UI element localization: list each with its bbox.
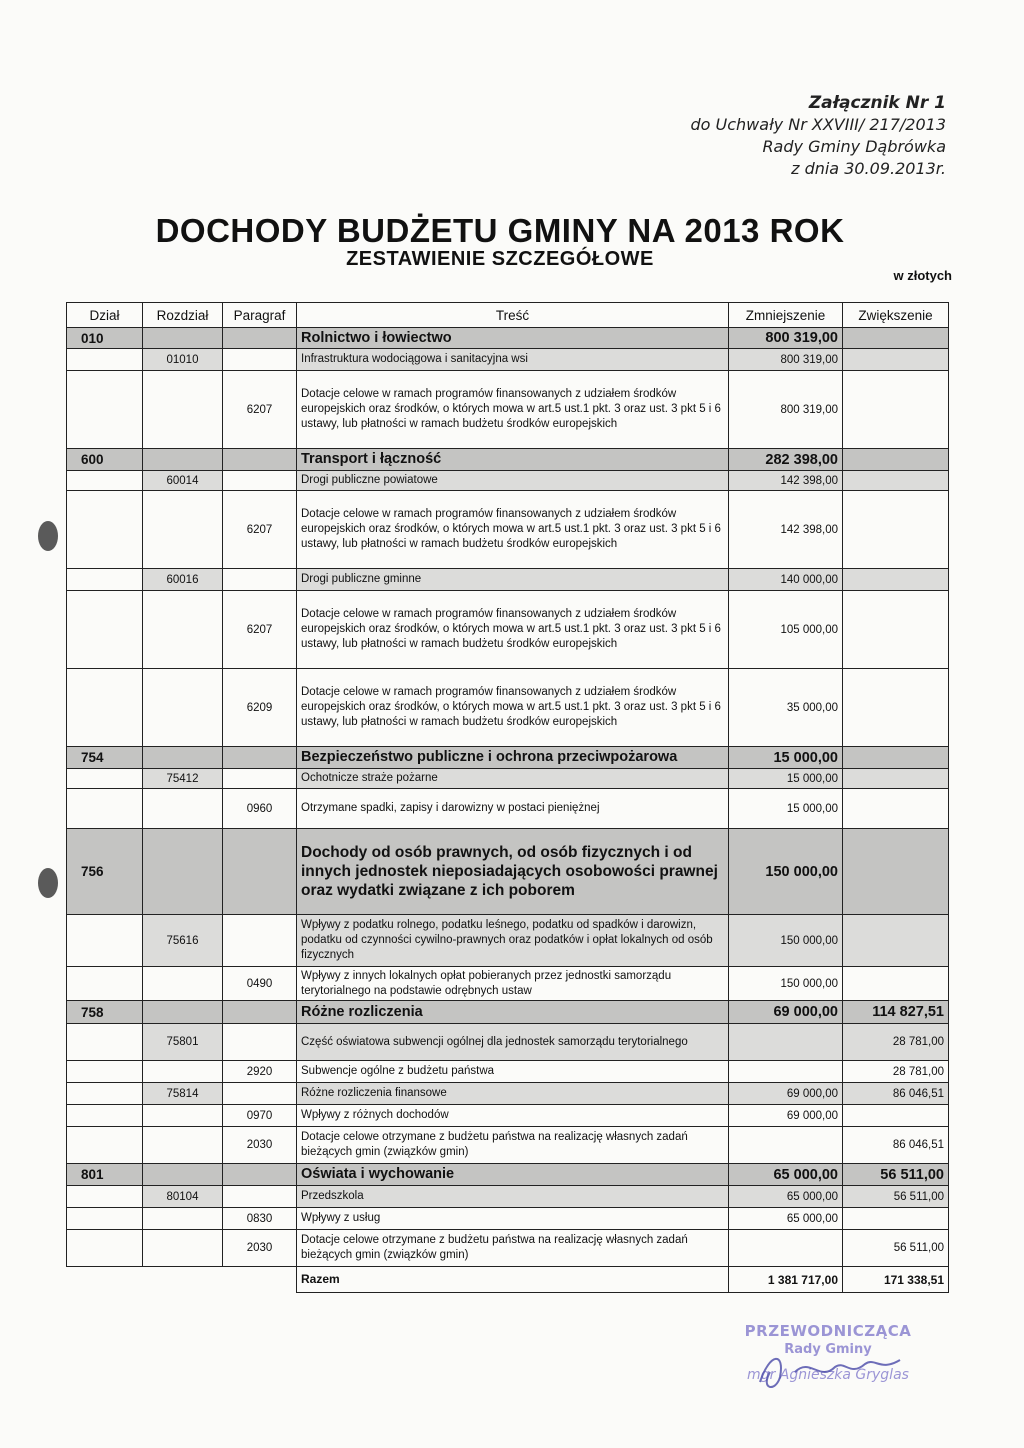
dzial-decrease: 69 000,00 — [729, 1001, 843, 1024]
dzial-code: 600 — [67, 449, 143, 471]
paragraf-increase — [843, 491, 949, 569]
dzial-increase — [843, 747, 949, 769]
dzial-decrease: 282 398,00 — [729, 449, 843, 471]
dzial-code: 010 — [67, 328, 143, 349]
table-header-row — [67, 303, 949, 328]
table-row — [67, 491, 949, 569]
rozdzial-increase — [843, 569, 949, 591]
paragraf-increase: 28 781,00 — [843, 1061, 949, 1083]
page-subtitle: ZESTAWIENIE SZCZEGÓŁOWE — [346, 248, 654, 270]
punch-hole — [38, 868, 58, 898]
rozdzial-desc: Drogi publiczne powiatowe — [297, 471, 729, 491]
paragraf-desc: Otrzymane spadki, zapisy i darowizny w postaci pieniężnej — [297, 789, 729, 829]
table-row — [67, 1208, 949, 1230]
table-row — [67, 449, 949, 471]
annex-title: Załącznik Nr 1 — [808, 93, 946, 113]
header-rozdzial: Rozdział — [143, 303, 223, 328]
paragraf-code: 6209 — [223, 669, 297, 747]
rozdzial-desc: Wpływy z podatku rolnego, podatku leśnego, podatku od spadków i darowizn, podatku od czynności cywilno-prawnych oraz podatków i opłat lokalnych od osób fizycznych — [297, 915, 729, 967]
paragraf-code: 2030 — [223, 1230, 297, 1267]
table-row — [67, 967, 949, 1001]
paragraf-increase — [843, 669, 949, 747]
paragraf-decrease: 800 319,00 — [729, 371, 843, 449]
dzial-increase — [843, 449, 949, 471]
paragraf-code: 6207 — [223, 371, 297, 449]
paragraf-desc: Wpływy z różnych dochodów — [297, 1105, 729, 1127]
page-title: DOCHODY BUDŻETU GMINY NA 2013 ROK — [155, 212, 845, 249]
total-decrease: 1 381 717,00 — [729, 1267, 843, 1293]
dzial-desc: Oświata i wychowanie — [297, 1164, 729, 1186]
annex-line-council: Rady Gminy Dąbrówka — [762, 137, 946, 156]
paragraf-increase — [843, 371, 949, 449]
dzial-code: 754 — [67, 747, 143, 769]
table-row — [67, 1105, 949, 1127]
total-increase: 171 338,51 — [843, 1267, 949, 1293]
paragraf-decrease: 15 000,00 — [729, 789, 843, 829]
dzial-decrease: 150 000,00 — [729, 829, 843, 915]
rozdzial-increase — [843, 769, 949, 789]
rozdzial-code: 60016 — [143, 569, 223, 591]
rozdzial-increase — [843, 915, 949, 967]
table-row — [67, 1083, 949, 1105]
table-row — [67, 769, 949, 789]
rozdzial-increase — [843, 471, 949, 491]
dzial-desc: Bezpieczeństwo publiczne i ochrona przeciwpożarowa — [297, 747, 729, 769]
table-row — [67, 349, 949, 371]
header-zmniejszenie: Zmniejszenie — [729, 303, 843, 328]
rozdzial-desc: Infrastruktura wodociągowa i sanitacyjna wsi — [297, 349, 729, 371]
table-row — [67, 669, 949, 747]
total-label: Razem — [297, 1267, 729, 1293]
table-row — [67, 471, 949, 491]
table-row — [67, 1061, 949, 1083]
paragraf-decrease: 142 398,00 — [729, 491, 843, 569]
paragraf-desc: Dotacje celowe w ramach programów finansowanych z udziałem środków europejskich oraz środków, o których mowa w art.5 ust.1 pkt. 3 oraz ust. 3 pkt 5 i 6 ustawy, lub płatności w ramach budżetu środków europejskich — [297, 491, 729, 569]
header-zwiekszenie: Zwiększenie — [843, 303, 949, 328]
paragraf-increase — [843, 967, 949, 1001]
budget-table — [66, 302, 949, 1293]
stamp-council: Rady Gminy — [784, 1342, 872, 1357]
table-row — [67, 591, 949, 669]
annex-header — [586, 92, 946, 180]
table-row — [67, 1186, 949, 1208]
dzial-code: 756 — [67, 829, 143, 915]
paragraf-desc: Dotacje celowe w ramach programów finansowanych z udziałem środków europejskich oraz środków, o których mowa w art.5 ust.1 pkt. 3 oraz ust. 3 pkt 5 i 6 ustawy, lub płatności w ramach budżetu środków europejskich — [297, 371, 729, 449]
dzial-desc: Transport i łączność — [297, 449, 729, 471]
table-row — [67, 371, 949, 449]
paragraf-code: 6207 — [223, 591, 297, 669]
dzial-desc: Dochody od osób prawnych, od osób fizycznych i od innych jednostek nieposiadających osobowości prawnej oraz wydatki związane z ich poborem — [297, 829, 729, 915]
rozdzial-desc: Część oświatowa subwencji ogólnej dla jednostek samorządu terytorialnego — [297, 1024, 729, 1061]
rozdzial-code: 75412 — [143, 769, 223, 789]
paragraf-code: 2920 — [223, 1061, 297, 1083]
paragraf-desc: Subwencje ogólne z budżetu państwa — [297, 1061, 729, 1083]
paragraf-increase — [843, 591, 949, 669]
dzial-increase — [843, 829, 949, 915]
rozdzial-code: 75616 — [143, 915, 223, 967]
paragraf-increase: 56 511,00 — [843, 1230, 949, 1267]
dzial-decrease: 15 000,00 — [729, 747, 843, 769]
rozdzial-decrease: 142 398,00 — [729, 471, 843, 491]
rozdzial-code: 75801 — [143, 1024, 223, 1061]
header-paragraf: Paragraf — [223, 303, 297, 328]
paragraf-decrease — [729, 1230, 843, 1267]
rozdzial-decrease: 65 000,00 — [729, 1186, 843, 1208]
rozdzial-code: 60014 — [143, 471, 223, 491]
rozdzial-code: 80104 — [143, 1186, 223, 1208]
header-tresc: Treść — [297, 303, 729, 328]
annex-line-resolution: do Uchwały Nr XXVIII/ 217/2013 — [690, 115, 946, 134]
rozdzial-decrease: 69 000,00 — [729, 1083, 843, 1105]
stamp-name: mgr Agnieszka Gryglas — [747, 1367, 909, 1383]
dzial-desc: Różne rozliczenia — [297, 1001, 729, 1024]
paragraf-decrease — [729, 1061, 843, 1083]
paragraf-code: 6207 — [223, 491, 297, 569]
paragraf-decrease: 69 000,00 — [729, 1105, 843, 1127]
rozdzial-increase: 28 781,00 — [843, 1024, 949, 1061]
paragraf-code: 0960 — [223, 789, 297, 829]
table-row — [67, 1127, 949, 1164]
paragraf-desc: Dotacje celowe w ramach programów finansowanych z udziałem środków europejskich oraz środków, o których mowa w art.5 ust.1 pkt. 3 oraz ust. 3 pkt 5 i 6 ustawy, lub płatności w ramach budżetu środków europejskich — [297, 669, 729, 747]
table-row — [67, 1024, 949, 1061]
rozdzial-code: 75814 — [143, 1083, 223, 1105]
paragraf-decrease: 150 000,00 — [729, 967, 843, 1001]
table-row — [67, 747, 949, 769]
dzial-decrease: 65 000,00 — [729, 1164, 843, 1186]
stamp-title: PRZEWODNICZĄCA — [744, 1322, 912, 1340]
annex-line-date: z dnia 30.09.2013r. — [791, 159, 946, 178]
rozdzial-decrease: 140 000,00 — [729, 569, 843, 591]
paragraf-increase — [843, 789, 949, 829]
rozdzial-increase: 56 511,00 — [843, 1186, 949, 1208]
paragraf-code: 2030 — [223, 1127, 297, 1164]
dzial-decrease: 800 319,00 — [729, 328, 843, 349]
table-row — [67, 829, 949, 915]
currency-unit: w złotych — [893, 268, 952, 283]
paragraf-desc: Dotacje celowe w ramach programów finansowanych z udziałem środków europejskich oraz środków, o których mowa w art.5 ust.1 pkt. 3 oraz ust. 3 pkt 5 i 6 ustawy, lub płatności w ramach budżetu środków europejskich — [297, 591, 729, 669]
rozdzial-decrease — [729, 1024, 843, 1061]
dzial-desc: Rolnictwo i łowiectwo — [297, 328, 729, 349]
dzial-code: 758 — [67, 1001, 143, 1024]
rozdzial-decrease: 800 319,00 — [729, 349, 843, 371]
paragraf-decrease — [729, 1127, 843, 1164]
rozdzial-desc: Drogi publiczne gminne — [297, 569, 729, 591]
total-row — [67, 1267, 949, 1293]
rozdzial-code: 01010 — [143, 349, 223, 371]
rozdzial-desc: Różne rozliczenia finansowe — [297, 1083, 729, 1105]
rozdzial-desc: Ochotnicze straże pożarne — [297, 769, 729, 789]
paragraf-code: 0830 — [223, 1208, 297, 1230]
signature — [740, 1342, 920, 1402]
rozdzial-increase — [843, 349, 949, 371]
rozdzial-decrease: 150 000,00 — [729, 915, 843, 967]
table-row — [67, 789, 949, 829]
dzial-increase: 114 827,51 — [843, 1001, 949, 1024]
paragraf-desc: Wpływy z usług — [297, 1208, 729, 1230]
dzial-code: 801 — [67, 1164, 143, 1186]
paragraf-decrease: 65 000,00 — [729, 1208, 843, 1230]
paragraf-increase: 86 046,51 — [843, 1127, 949, 1164]
header-dzial: Dział — [67, 303, 143, 328]
paragraf-increase — [843, 1208, 949, 1230]
paragraf-desc: Dotacje celowe otrzymane z budżetu państwa na realizację własnych zadań bieżących gmin (związków gmin) — [297, 1230, 729, 1267]
paragraf-increase — [843, 1105, 949, 1127]
rozdzial-increase: 86 046,51 — [843, 1083, 949, 1105]
punch-hole — [38, 521, 58, 551]
paragraf-desc: Dotacje celowe otrzymane z budżetu państwa na realizację własnych zadań bieżących gmin (związków gmin) — [297, 1127, 729, 1164]
dzial-increase — [843, 328, 949, 349]
paragraf-decrease: 35 000,00 — [729, 669, 843, 747]
paragraf-code: 0970 — [223, 1105, 297, 1127]
table-row — [67, 1001, 949, 1024]
paragraf-code: 0490 — [223, 967, 297, 1001]
rozdzial-desc: Przedszkola — [297, 1186, 729, 1208]
paragraf-desc: Wpływy z innych lokalnych opłat pobieranych przez jednostki samorządu terytorialnego na podstawie odrębnych ustaw — [297, 967, 729, 1001]
table-row — [67, 569, 949, 591]
rozdzial-decrease: 15 000,00 — [729, 769, 843, 789]
dzial-increase: 56 511,00 — [843, 1164, 949, 1186]
table-row — [67, 915, 949, 967]
table-row — [67, 1164, 949, 1186]
paragraf-decrease: 105 000,00 — [729, 591, 843, 669]
table-row — [67, 1230, 949, 1267]
table-row — [67, 328, 949, 349]
